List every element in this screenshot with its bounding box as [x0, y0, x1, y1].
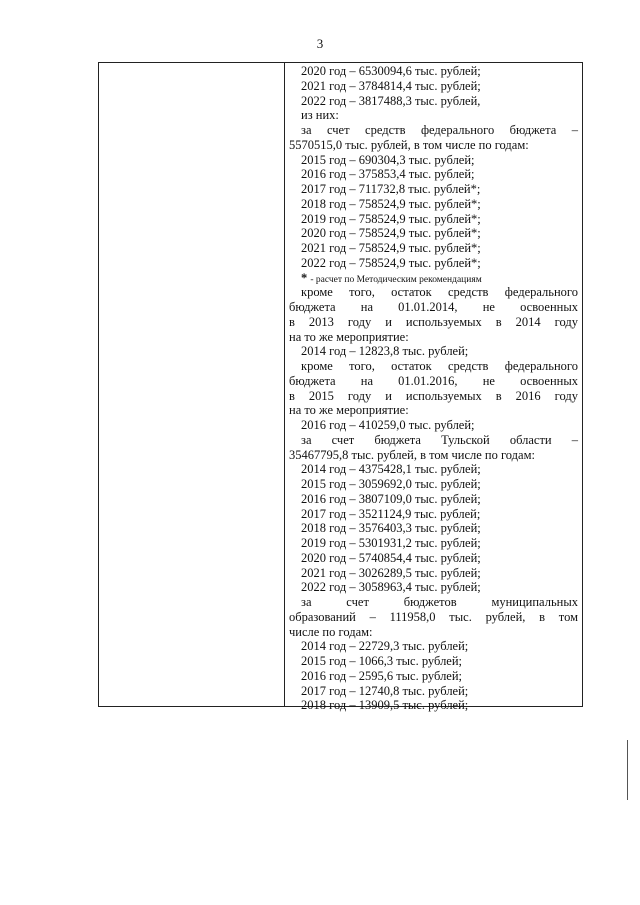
- text-line: из них:: [301, 108, 339, 123]
- text-line: кроме того, остаток средств федерального: [301, 359, 578, 373]
- text-line: 2015 год – 690304,3 тыс. рублей;: [301, 152, 475, 167]
- text-line: 2016 год – 410259,0 тыс. рублей;: [301, 418, 475, 432]
- text-line: 2016 год – 2595,6 тыс. рублей;: [301, 668, 463, 683]
- text-line: в 2015 году и используемых в 2016 году: [289, 388, 578, 403]
- text-line: в 2013 году и используемых в 2014 году: [289, 314, 578, 329]
- text-line: 2020 год – 5740854,4 тыс. рублей;: [301, 550, 481, 565]
- text-line: бюджета на 01.01.2016, не освоенных: [289, 373, 578, 388]
- text-line: 2014 год – 4375428,1 тыс. рублей;: [301, 462, 481, 477]
- text-line: 2015 год – 1066,3 тыс. рублей;: [301, 654, 463, 668]
- text-line: за счет средств федерального бюджета –: [301, 123, 578, 137]
- text-line: 2017 год – 3521124,9 тыс. рублей;: [301, 506, 481, 521]
- text-line: образований – 111958,0 тыс. рублей, в том: [289, 609, 578, 624]
- page-number: 3: [316, 36, 324, 51]
- text-line: 2021 год – 3026289,5 тыс. рублей;: [301, 565, 481, 580]
- text-line: 35467795,8 тыс. рублей, в том числе по годам:: [289, 447, 535, 462]
- text-line: на то же мероприятие:: [289, 403, 409, 418]
- text-line: 2014 год – 12823,8 тыс. рублей;: [301, 344, 469, 359]
- text-line: бюджета на 01.01.2014, не освоенных: [289, 300, 578, 314]
- text-line: числе по годам:: [289, 624, 373, 639]
- text-line: 5570515,0 тыс. рублей, в том числе по годам:: [289, 137, 529, 152]
- text-line: 2020 год – 6530094,6 тыс. рублей;: [301, 64, 481, 78]
- text-line: на то же мероприятие:: [289, 329, 409, 344]
- footnote-text: - расчет по Методическим рекомендациям: [310, 274, 482, 285]
- text-line: 2017 год – 711732,8 тыс. рублей*;: [301, 182, 481, 196]
- text-line: 2021 год – 3784814,4 тыс. рублей;: [301, 78, 481, 93]
- text-line: 2018 год – 13909,5 тыс. рублей;: [301, 698, 469, 713]
- table-left-cell: [99, 63, 285, 706]
- text-line: 2022 год – 758524,9 тыс. рублей*;: [301, 255, 481, 270]
- text-line: 2016 год – 3807109,0 тыс. рублей;: [301, 491, 481, 506]
- text-line: за счет бюджетов муниципальных: [301, 595, 578, 609]
- text-line: 2022 год – 3058963,4 тыс. рублей;: [301, 580, 481, 595]
- footnote-asterisk: *: [301, 270, 311, 285]
- text-line: 2018 год – 758524,9 тыс. рублей*;: [301, 196, 481, 211]
- scan-edge-mark: [627, 740, 628, 800]
- text-line: кроме того, остаток средств федерального: [301, 285, 578, 300]
- text-line: за счет бюджета Тульской области –: [301, 432, 578, 447]
- text-line: 2017 год – 12740,8 тыс. рублей;: [301, 683, 469, 698]
- text-line: 2019 год – 5301931,2 тыс. рублей;: [301, 536, 481, 550]
- text-line: 2020 год – 758524,9 тыс. рублей*;: [301, 226, 481, 241]
- footnote: [289, 271, 578, 286]
- text-line: 2018 год – 3576403,3 тыс. рублей;: [301, 521, 481, 536]
- text-line: 2016 год – 375853,4 тыс. рублей;: [301, 167, 475, 182]
- text-line: 2021 год – 758524,9 тыс. рублей*;: [301, 241, 481, 255]
- funding-text-cell: [285, 63, 582, 713]
- text-line: 2019 год – 758524,9 тыс. рублей*;: [301, 211, 481, 226]
- program-table: [98, 62, 583, 713]
- text-line: 2014 год – 22729,3 тыс. рублей;: [301, 639, 469, 654]
- text-line: 2015 год – 3059692,0 тыс. рублей;: [301, 477, 481, 491]
- text-line: 2022 год – 3817488,3 тыс. рублей,: [301, 93, 481, 108]
